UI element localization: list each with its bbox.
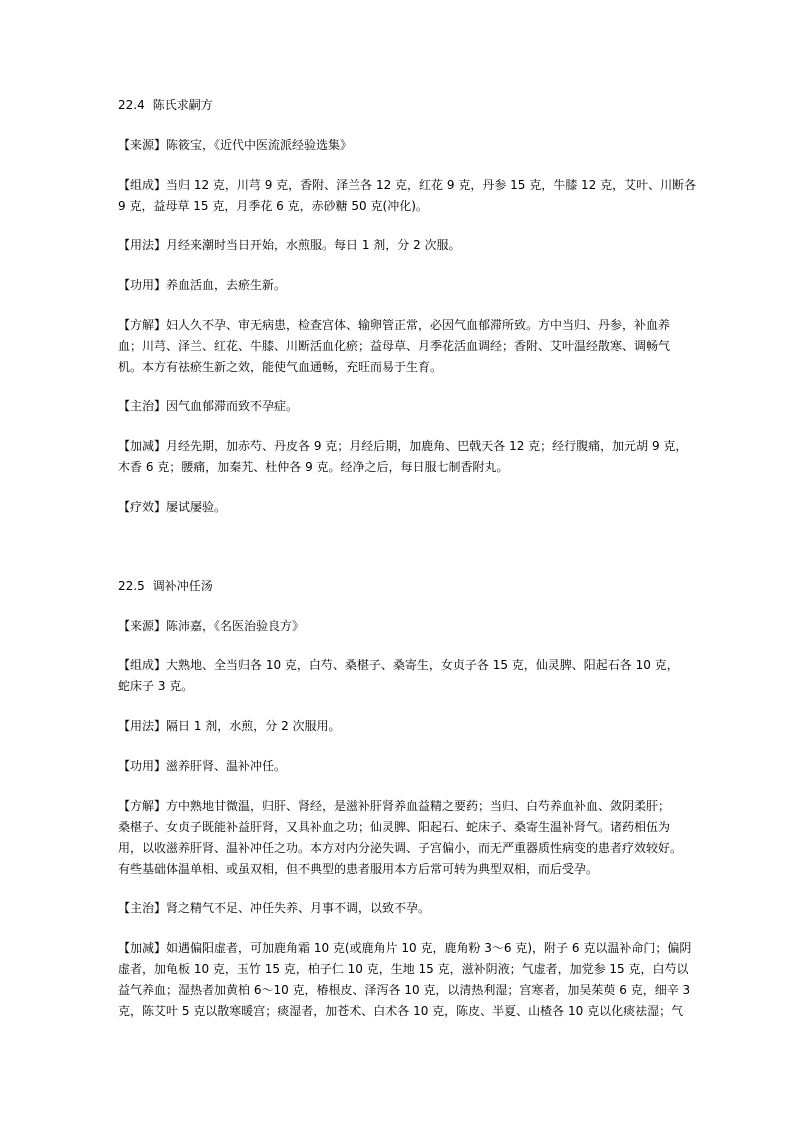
section-heading <box>118 97 213 113</box>
explanation-line: 【方解】妇人久不孕、审无病患，检查宫体、输卵管正常，必因气血郁滞所致。方中当归、丹参，补血养 <box>118 318 671 332</box>
section-title: 陈氏求嗣方 <box>152 98 213 112</box>
function-line: 【功用】滋养肝肾、温补冲任。 <box>118 759 287 773</box>
modification-line: 益气养血；湿热者加黄柏 6～10 克，椿根皮、泽泻各 10 克，以清热利湿；宫寒者，加吴茱萸 6 克，细辛 3 <box>118 983 691 997</box>
modification-line: 虚者，加龟板 10 克，玉竹 15 克，柏子仁 10 克，生地 15 克，滋补阴液；气虚者，加党参 15 克，白芍以 <box>118 962 689 976</box>
modification-line: 【加减】月经先期，加赤芍、丹皮各 9 克；月经后期，加鹿角、巴戟天各 12 克；经行腹痛，加元胡 9 克， <box>118 439 688 453</box>
indication-line: 【主治】因气血郁滞而致不孕症。 <box>118 399 299 413</box>
indication-line: 【主治】肾之精气不足、冲任失养、月事不调，以致不孕。 <box>118 901 431 915</box>
composition-line: 【组成】大熟地、全当归各 10 克，白芍、桑椹子、桑寄生，女贞子各 15 克，仙灵脾、阳起石各 10 克， <box>118 658 679 672</box>
section-number: 22.4 <box>118 98 145 112</box>
section-title: 调补冲任汤 <box>152 579 213 593</box>
modification-line: 【加减】如遇偏阳虚者，可加鹿角霜 10 克(或鹿角片 10 克，鹿角粉 3～6 克)，附子 6 克以温补命门；偏阴 <box>118 941 692 955</box>
composition-line: 蛇床子 3 克。 <box>118 679 194 693</box>
explanation-line: 血；川芎、泽兰、红花、牛膝、川断活血化瘀；益母草、月季花活血调经；香附、艾叶温经散寒、调畅气 <box>118 339 671 353</box>
explanation-line: 用，以收滋养肝肾、温补冲任之功。本方对内分泌失调、子宫偏小，而无严重器质性病变的患者疗效较好。 <box>118 841 683 855</box>
composition-line: 【组成】当归 12 克，川芎 9 克，香附、泽兰各 12 克，红花 9 克，丹参 15 克，牛膝 12 克，艾叶、川断各 <box>118 178 697 192</box>
modification-line: 木香 6 克；腰痛，加秦艽、杜仲各 9 克。经净之后，每日服七制香附丸。 <box>118 460 509 474</box>
explanation-line: 【方解】方中熟地甘微温，归肝、肾经，是滋补肝肾养血益精之要药；当归、白芍养血补血、敛阴柔肝； <box>118 799 671 813</box>
explanation-line: 桑椹子、女贞子既能补益肝肾，又具补血之功；仙灵脾、阳起石、蛇床子、桑寄生温补肾气。诸药相伍为 <box>118 820 671 834</box>
source-line: 【来源】陈筱宝，《近代中医流派经验选集》 <box>118 138 353 152</box>
efficacy-line: 【疗效】屡试屡验。 <box>118 500 227 514</box>
explanation-line: 机。本方有祛瘀生新之效，能使气血通畅，充旺而易于生育。 <box>118 360 443 374</box>
section-number: 22.5 <box>118 579 145 593</box>
usage-line: 【用法】隔日 1 剂，水煎，分 2 次服用。 <box>118 719 341 733</box>
modification-line: 克，陈艾叶 5 克以散寒暖宫；痰湿者，加苍术、白术各 10 克，陈皮、半夏、山楂各 10 克以化痰祛湿；气 <box>118 1004 684 1018</box>
explanation-line: 有些基础体温单相、或虽双相，但不典型的患者服用本方后常可转为典型双相，而后受孕。 <box>118 862 599 876</box>
usage-line: 【用法】月经来潮时当日开始，水煎服。每日 1 剂，分 2 次服。 <box>118 238 461 252</box>
source-line: 【来源】陈沛嘉，《名医治验良方》 <box>118 619 305 633</box>
composition-line: 9 克，益母草 15 克，月季花 6 克，赤砂糖 50 克(冲化)。 <box>118 199 428 213</box>
function-line: 【功用】养血活血，去瘀生新。 <box>118 278 287 292</box>
section-heading <box>118 578 213 594</box>
